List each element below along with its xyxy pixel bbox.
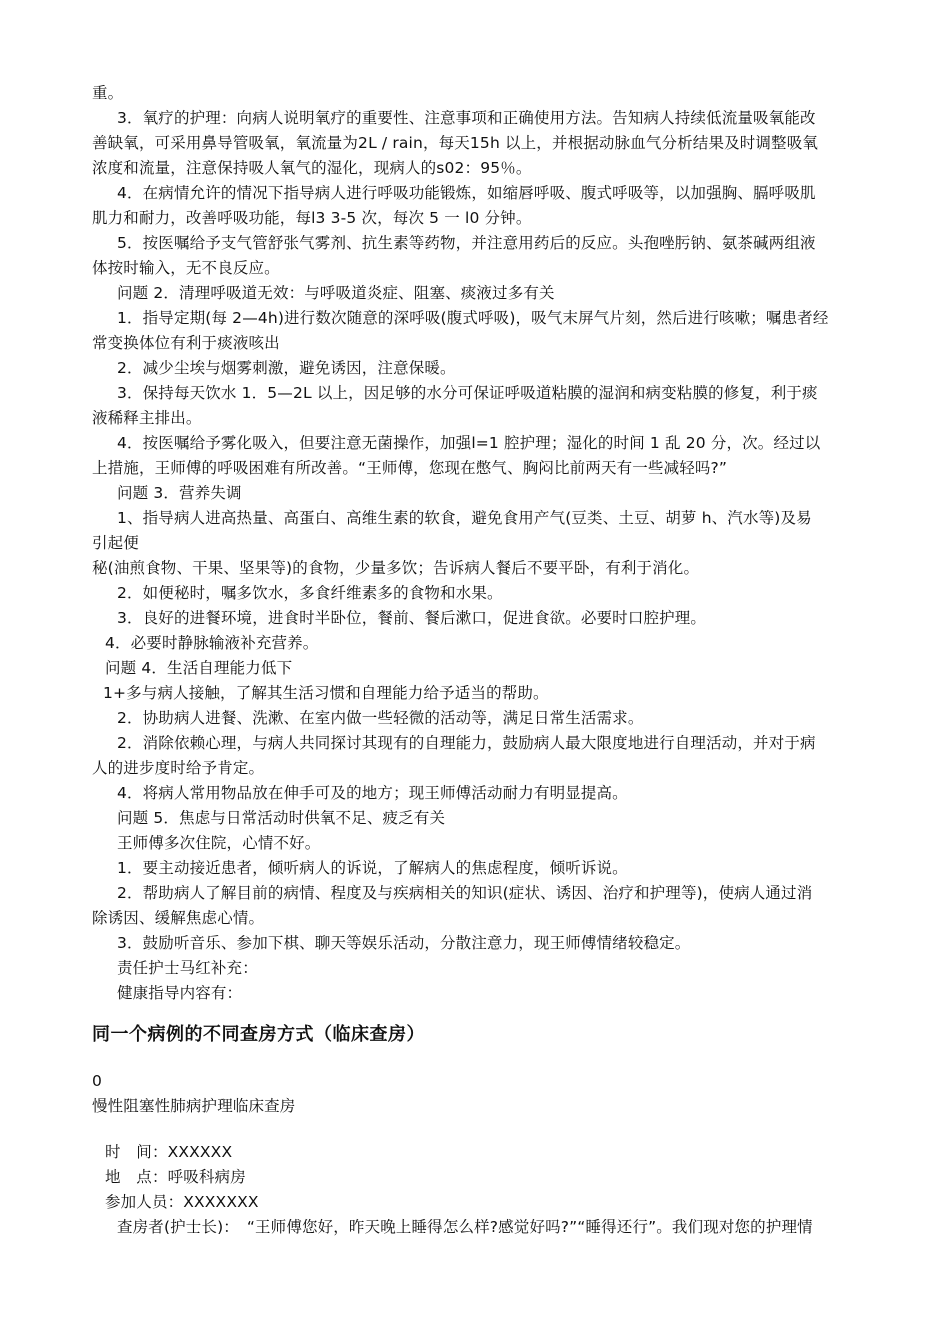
text-line: 2．如便秘时，嘱多饮水，多食纤维素多的食物和水果。 bbox=[117, 584, 503, 602]
meta-participants: 参加人员：XXXXXXX bbox=[105, 1193, 259, 1211]
text-line: 常变换体位有利于痰液咳出 bbox=[92, 334, 280, 352]
text-line: 上措施，王师傅的呼吸困难有所改善。“王师傅，您现在憋气、胸闷比前两天有一些减轻吗?” bbox=[92, 459, 728, 477]
text-line: 重。 bbox=[92, 84, 124, 102]
section-title: 问题 4．生活自理能力低下 bbox=[105, 659, 293, 677]
text-line: 4．按医嘱给予雾化吸入，但要注意无菌操作，加强l=1 腔护理；湿化的时间 1 乱 20 分，次。经过以 bbox=[117, 434, 821, 452]
text-line: 1．要主动接近患者，倾听病人的诉说，了解病人的焦虑程度，倾听诉说。 bbox=[117, 859, 628, 877]
section-title: 问题 5．焦虑与日常活动时供氧不足、疲乏有关 bbox=[117, 809, 446, 827]
text-line: 2．协助病人进餐、洗漱、在室内做一些轻微的活动等，满足日常生活需求。 bbox=[117, 709, 644, 727]
text-line: 秘(油煎食物、干果、坚果等)的食物，少量多饮；告诉病人餐后不要平卧，有利于消化。 bbox=[92, 559, 700, 577]
text-line: 引起便 bbox=[92, 534, 139, 552]
text-line: 1、指导病人进高热量、高蛋白、高维生素的软食，避免食用产气(豆类、土豆、胡萝 h、汽水等)及易 bbox=[117, 509, 812, 527]
text-line: 2．减少尘埃与烟雾刺激，避免诱因，注意保暖。 bbox=[117, 359, 456, 377]
text-line: 健康指导内容有： bbox=[117, 984, 243, 1002]
section-title: 问题 3．营养失调 bbox=[117, 484, 242, 502]
document-heading: 同一个病例的不同查房方式（临床查房） bbox=[92, 1024, 425, 1045]
text-line: 5．按医嘱给予支气管舒张气雾剂、抗生素等药物，并注意用药后的反应。头孢唑肟钠、氨茶碱两组液 bbox=[117, 234, 816, 252]
text-line: 人的进步度时给予肯定。 bbox=[92, 759, 265, 777]
text-line: 3．保持每天饮水 1．5—2L 以上，因足够的水分可保证呼吸道粘膜的湿润和病变粘膜的修复，利于痰 bbox=[117, 384, 818, 402]
text-line: 3．鼓励听音乐、参加下棋、聊天等娱乐活动，分散注意力，现王师傅情绪较稳定。 bbox=[117, 934, 691, 952]
document-subtitle: 慢性阻塞性肺病护理临床查房 bbox=[92, 1097, 296, 1115]
text-line: 查房者(护士长)： “王师傅您好，昨天晚上睡得怎么样?感觉好吗?”“睡得还行”。我们现对您的护理情 bbox=[117, 1218, 813, 1236]
text-line: 3．氧疗的护理：向病人说明氧疗的重要性、注意事项和正确使用方法。告知病人持续低流量吸氧能改 bbox=[117, 109, 816, 127]
text-line: 除诱因、缓解焦虑心情。 bbox=[92, 909, 265, 927]
text-line: 3．良好的进餐环境，进食时半卧位，餐前、餐后漱口，促进食欲。必要时口腔护理。 bbox=[117, 609, 707, 627]
text-line: 王师傅多次住院，心情不好。 bbox=[117, 834, 321, 852]
text-line: 体按时输入，无不良反应。 bbox=[92, 259, 280, 277]
text-line: 1．指导定期(每 2—4h)进行数次随意的深呼吸(腹式呼吸)，吸气末屏气片刻，然后进行咳嗽；嘱患者经 bbox=[117, 309, 829, 327]
text-line: 1+多与病人接触，了解其生活习惯和自理能力给予适当的帮助。 bbox=[103, 684, 549, 702]
text-line: 液稀释主排出。 bbox=[92, 409, 202, 427]
section-title: 问题 2．清理呼吸道无效：与呼吸道炎症、阻塞、痰液过多有关 bbox=[117, 284, 555, 302]
text-line: 浓度和流量，注意保持吸人氧气的湿化，现病人的s02：95％。 bbox=[92, 159, 532, 177]
text-line: 2．帮助病人了解目前的病情、程度及与疾病相关的知识(症状、诱因、治疗和护理等)，使病人通过消 bbox=[117, 884, 813, 902]
text-line: 肌力和耐力，改善呼吸功能，每l3 3-5 次，每次 5 一 l0 分钟。 bbox=[92, 209, 532, 227]
meta-location: 地 点：呼吸科病房 bbox=[105, 1168, 246, 1186]
text-line: 4．在病情允许的情况下指导病人进行呼吸功能锻炼，如缩唇呼吸、腹式呼吸等，以加强胸、膈呼吸肌 bbox=[117, 184, 816, 202]
text-line: 善缺氧，可采用鼻导管吸氧，氧流量为2L / rain，每天15h 以上，并根据动脉血气分析结果及时调整吸氧 bbox=[92, 134, 819, 152]
text-line: 0 bbox=[92, 1072, 103, 1090]
text-line: 4．必要时静脉输液补充营养。 bbox=[105, 634, 319, 652]
text-line: 责任护士马红补充： bbox=[117, 959, 258, 977]
text-line: 2．消除依赖心理，与病人共同探讨其现有的自理能力，鼓励病人最大限度地进行自理活动，并对于病 bbox=[117, 734, 816, 752]
meta-time: 时 间：XXXXXX bbox=[105, 1143, 233, 1161]
text-line: 4．将病人常用物品放在伸手可及的地方；现王师傅活动耐力有明显提高。 bbox=[117, 784, 628, 802]
